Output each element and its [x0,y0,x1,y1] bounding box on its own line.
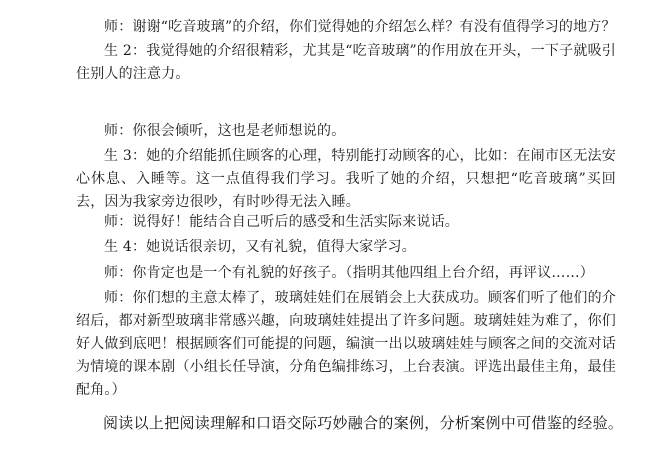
dialogue-paragraph-student-4: 生 4：她说话很亲切，又有礼貌，值得大家学习。 [104,239,416,255]
dialogue-paragraph-teacher-3: 师：说得好！能结合自己听后的感受和生活实际来说话。 [104,214,459,230]
question-prompt: 阅读以上把阅读理解和口语交际巧妙融合的案例，分析案例中可借鉴的经验。 [103,414,624,432]
dialogue-paragraph-teacher-2: 师：你很会倾听，这也是老师想说的。 [104,123,346,139]
dialogue-paragraph-student-2: 生 2：我觉得她的介绍很精彩，尤其是“吃音玻璃”的作用放在开头，一下子就吸引住别人的注意力。 [76,43,616,82]
dialogue-paragraph-teacher-1: 师：谢谢“吃音玻璃”的介绍，你们觉得她的介绍怎么样？有没有值得学习的地方？ [104,19,616,35]
dialogue-paragraph-teacher-5: 师：你们想的主意太棒了，玻璃娃娃们在展销会上大获成功。顾客们听了他们的介绍后，都对新型玻璃非常感兴趣，向玻璃娃娃提出了许多问题。玻璃娃娃为难了，你们好人做到底吧！根据顾客们可能提的问题，编演一出以玻璃娃娃与顾客之间的交流对话为情境的课本剧（小组长任导演，分角色编排练习，上台表演。评选出最佳主角，最佳配角。） [76,290,616,398]
dialogue-paragraph-teacher-4: 师：你肯定也是一个有礼貌的好孩子。（指明其他四组上台介绍，再评议……） [104,265,594,281]
dialogue-paragraph-student-3: 生 3：她的介绍能抓住顾客的心理，特别能打动顾客的心，比如：在闹市区无法安心休息、入睡等。这一点值得我们学习。我听了她的介绍，只想把“吃音玻璃”买回去，因为我家旁边很吵，有时吵得无法入睡。 [76,148,616,210]
